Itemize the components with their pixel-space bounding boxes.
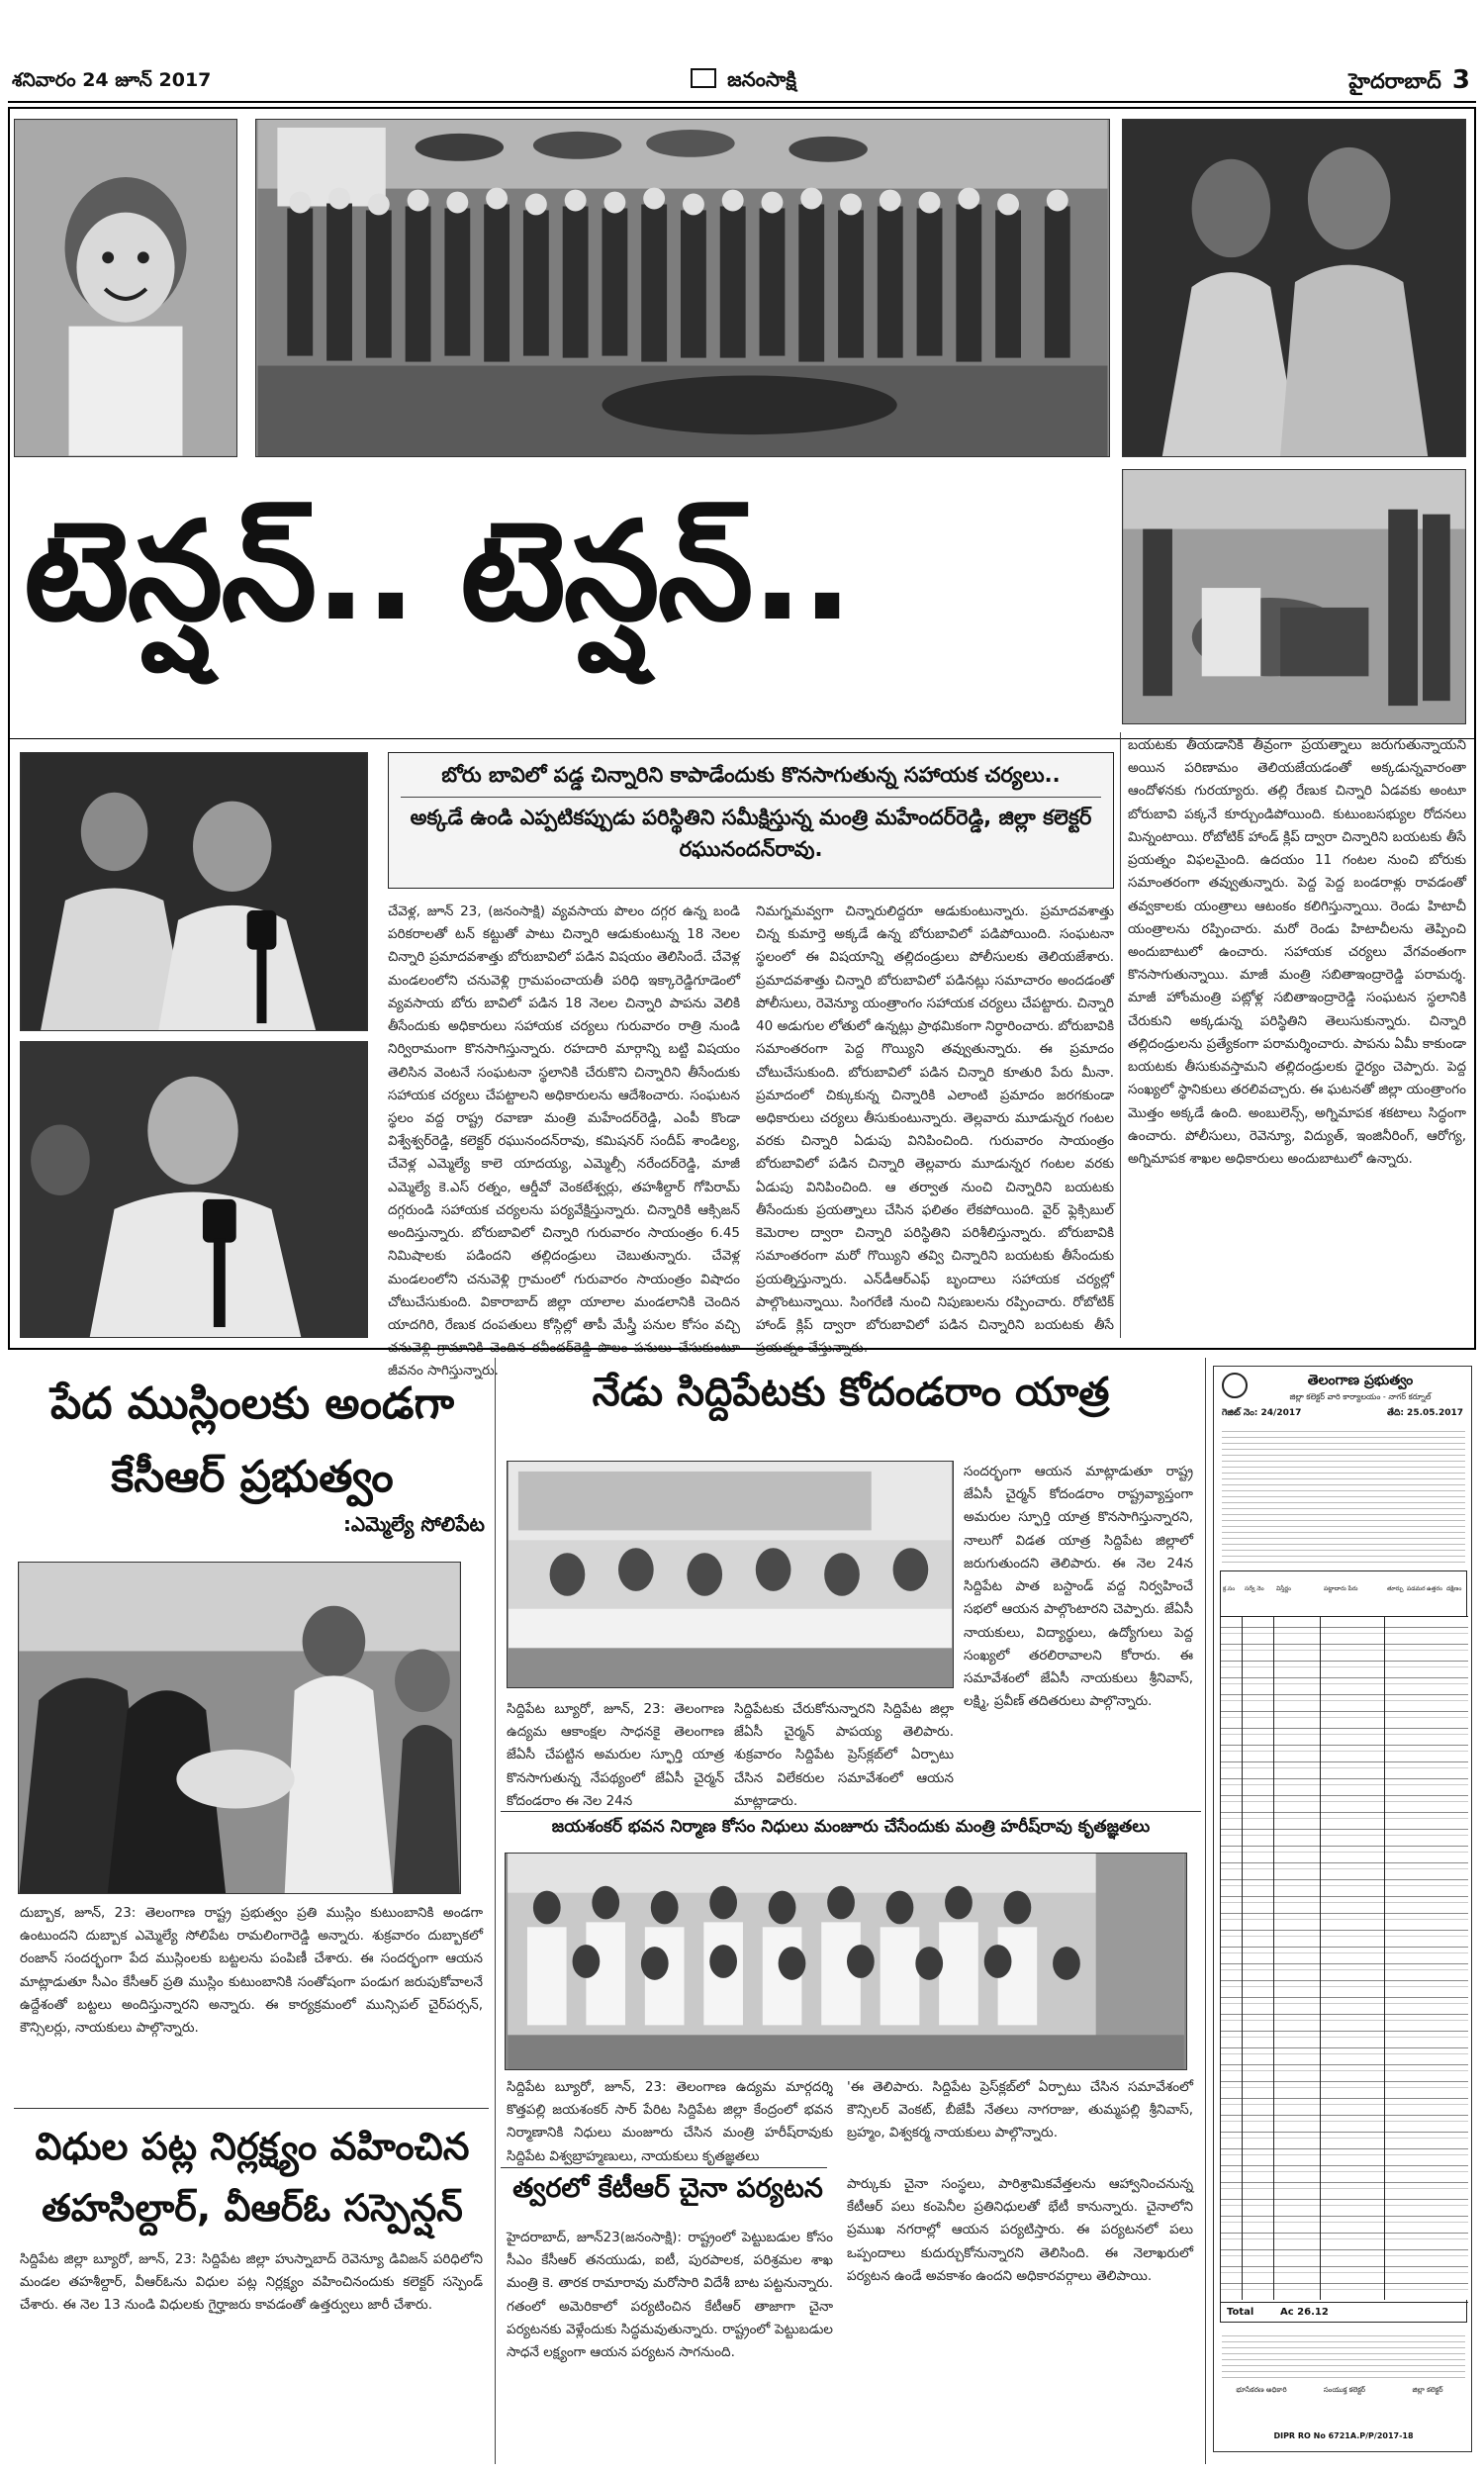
kodandaram-col-3: సందర్భంగా ఆయన మాట్లాడుతూ రాష్ట్ర జేఏసీ చైర్మన్ కోదండరాం రాష్ట్రవ్యాప్తంగా అమరుల స్ఫూర్తి యాత్ర కొనసాగిస్తున్నారని, నాలుగో విడత యాత్ర సిద్దిపేట జిల్లాలో జరుగుతుందని తెలిపారు. ఈ నెల 24న సిద్దిపేట పాత బస్టాండ్ వద్ద నిర్వహించే సభలో ఆయన పాల్గొంటారని చెప్పారు. జేఏసీ నాయకులు, విద్యార్థులు, ఉద్యోగులు పెద్ద సంఖ్యలో తరలిరావాలని కోరారు. ఈ సమావేశంలో జేఏసీ నాయకులు శ్రీనివాస్, లక్ష్మి, ప్రవీణ్ తదితరులు పాల్గొన్నారు. xyxy=(964,1464,1193,1710)
thanks-col-2: 'ఈ తెలిపారు. సిద్దిపేట ప్రెస్‌క్లబ్‌లో ఏర్పాటు చేసిన సమావేశంలో కౌన్సిలర్ వెంకట్, బీజేపీ నేతలు నాగరాజు, తుమ్మపల్లి శ్రీనివాస్, బ్రహ్మం, విశ్వకర్మ నాయకులు పాల్గొన్నారు. xyxy=(847,2079,1193,2141)
ktr-col-2: పార్కుకు చైనా సంస్థలు, పారిశ్రామికవేత్తలను ఆహ్వానించనున్న కేటీఆర్ పలు కంపెనీల ప్రతినిధులతో భేటీ కానున్నారు. చైనాలోని ప్రముఖ నగరాల్లో ఆయన పర్యటిస్తారు. ఈ పర్యటనలో పలు ఒప్పందాలు కుదుర్చుకోనున్నారని తెలిసింది. ఈ నెలాఖరులో పర్యటన ఉండే అవకాశం ఉందని అధికారవర్గాలు తెలిపాయి. xyxy=(847,2176,1193,2284)
lead-col-2: నిమగ్నమవ్వగా చిన్నారులిద్దరూ ఆడుకుంటున్నారు. ప్రమాదవశాత్తు చిన్న కుమార్తె అక్కడే ఉన్న బోరుబావిలో పడిపోయింది. సంఘటనా స్థలంలో ఈ విషయాన్ని తల్లిదండ్రులు పోలీసులకు తెలియజేశారు. ప్రమాదవశాత్తు చిన్నారి బోరుబావిలో పడినట్లు సమాచారం అందడంతో పోలీసులు, రెవెన్యూ యంత్రాంగం సహాయక చర్యలు చేపట్టారు. చిన్నారి 40 అడుగుల లోతులో ఉన్నట్లు ప్రాథమికంగా నిర్ధారించారు. బోరుబావికి సమాంతరంగా పెద్ద గొయ్యిని తవ్వుతున్నారు. ఈ ప్రమాదం చోటుచేసుకుంది. బోరుబావిలో పడిన చిన్నారి కూతురి పేరు మీనా. ప్రమాదంలో చిక్కుకున్న చిన్నారికి ఎలాంటి ప్రమాదం జరగకుండా అధికారులు చర్యలు తీసుకుంటున్నారు. తెల్లవారు మూడున్నర గంటల వరకు చిన్నారి ఏడుపు వినిపించింది. గురువారం సాయంత్రం బోరుబావిలో పడిన చిన్నారి తెల్లవారు మూడున్నర గంటల వరకు ఏడుపు వినిపించింది. ఆ తర్వాత నుంచి చిన్నారిని బయటకు తీసేందుకు ప్రయత్నాలు చేసిన ఫలితం లేకపోయింది. వైర్ ఫ్లెక్సిబుల్ కెమెరాల ద్వారా చిన్నారి పరిస్థితిని పరిశీలిస్తున్నారు. బోరుబావికి సమాంతరంగా మరో గొయ్యిని తవ్వి చిన్నారిని బయటకు తీసేందుకు ప్రయత్నిస్తున్నారు. ఎన్‌డీఆర్‌ఎఫ్ బృందాలు సహాయక చర్యల్లో పాల్గొంటున్నాయి. సింగరేణి నుంచి నిపుణులను రప్పించారు. రోబోటిక్ హాండ్ క్లిప్ ద్వారా బోరుబావిలో పడిన చిన్నారిని బయటకు తీసే ప్రయత్నం చేస్తున్నారు. xyxy=(756,904,1114,1357)
thanks-photo xyxy=(505,1853,1187,2070)
govt-signer-3: జిల్లా కలెక్టర్ xyxy=(1412,2386,1443,2394)
newspaper-icon xyxy=(691,68,716,88)
thanks-col-1: సిద్దిపేట బ్యూరో, జూన్, 23: తెలంగాణ ఉద్యమ మార్గదర్శి కొత్తపల్లి జయశంకర్ సార్ పేరిట సిద్దిపేట జిల్లా కేంద్రంలో భవన నిర్మాణానికి నిధులు మంజూరు చేసిన మంత్రి హరీష్‌రావుకు సిద్దిపేట విశ్వబ్రాహ్మణులు, నాయకులు కృతజ్ఞతలు xyxy=(507,2079,833,2164)
thanks-art xyxy=(506,1854,1186,2069)
col-header-west: పడమర xyxy=(1407,1585,1426,1592)
col-header-north: ఉత్తరం xyxy=(1427,1585,1443,1592)
lead-deck-1: బోరు బావిలో పడ్డ చిన్నారిని కాపాడేందుకు కొనసాగుతున్న సహాయక చర్యలు.. xyxy=(441,763,1061,787)
city: హైదరాబాద్ xyxy=(1348,69,1441,93)
lead-deck-2: అక్కడే ఉండి ఎప్పటికప్పుడు పరిస్థితిని సమీక్షిస్తున్న మంత్రి మహేందర్‌రెడ్డి, జిల్లా కలెక్టర్ రఘునందన్‌రావు. xyxy=(410,805,1092,862)
ktr-col-1: హైదరాబాద్, జూన్23(జనంసాక్షి): రాష్ట్రంలో పెట్టుబడుల కోసం సీఎం కేసీఆర్ తనయుడు, ఐటీ, పురపాలక, పరిశ్రమల శాఖ మంత్రి కె. తారక రామారావు మరోసారి విదేశీ బాట పట్టనున్నారు. గతంలో అమెరికాలో పర్యటించిన కేటీఆర్ తాజాగా చైనా పర్యటనకు వెళ్లేందుకు సిద్ధమవుతున్నారు. రాష్ట్రంలో పెట్టుబడుల సాధనే లక్ష్యంగా ఆయన పర్యటన సాగనుంది. xyxy=(507,2230,833,2361)
muslims-byline: :ఎమ్మెల్యే సోలిపేట xyxy=(342,1512,485,1536)
negligence-rule xyxy=(14,2108,489,2109)
kodandaram-art xyxy=(508,1462,953,1687)
govt-notice-footnote xyxy=(1222,2331,1465,2380)
kodandaram-col-1: సిద్దిపేట బ్యూరో, జూన్, 23: తెలంగాణ ఉద్యమ ఆకాంక్షల సాధనకై తెలంగాణ జేఏసీ చేపట్టిన అమరుల స్ఫూర్తి యాత్ర కొనసాగుతున్న నేపథ్యంలో జేఏసీ చైర్మన్ కోదండరాం ఈ నెల 24న xyxy=(507,1701,724,1809)
city-and-page xyxy=(1348,65,1470,99)
kodandaram-headline: నేడు సిద్దిపేటకు కోదండరాం యాత్ర xyxy=(592,1370,1110,1415)
col-header-survey: సర్వే నెం xyxy=(1245,1585,1264,1592)
kodandaram-photo xyxy=(507,1461,954,1688)
govt-notice-preamble xyxy=(1222,1426,1465,1565)
lead-col-1: చేవెళ్ల, జూన్ 23, (జనంసాక్షి) వ్యవసాయ పొలం దగ్గర ఉన్న బండి పరికరాలతో టన్ కట్టుతో పాటు చిన్నారి ఆడుకుంటున్న 18 నెలల చిన్నారి ప్రమాదవశాత్తు బోరుబావిలో పడిన విషయం తెలిసిందే. చేవెళ్ల మండలంలోని చనువెళ్లి గ్రామపంచాయతీ పరిధి ఇక్కారెడ్డిగూడెంలో వ్యవసాయ బోరు బావిలో పడిన 18 నెలల చిన్నారి పాపను వెలికి తీసేందుకు అధికారులు సహాయక చర్యలు గురువారం రాత్రి నుండి నిర్విరామంగా కొనసాగిస్తున్నారు. రహదారి మార్గాన్ని బట్టి విషయం తెలిసిన వెంటనే సంఘటనా స్థలానికి చేరుకొని చిన్నారిని తీసేందుకు సహాయక చర్యలు చేపట్టాలని అధికారులను ఆదేశించారు. సంఘటన స్థలం వద్ద రాష్ట్ర రవాణా మంత్రి మహేందర్‌రెడ్డి, ఎంపీ కొండా విశ్వేశ్వర్‌రెడ్డి, కలెక్టర్ రఘునందన్‌రావు, కమిషనర్ సందీప్ శాండిల్య, చేవెళ్ల ఎమ్మెల్యే కాలె యాదయ్య, ఎమ్మెల్సీ నరేందర్‌రెడ్డి, మాజీ ఎమ్మెల్యే కె.ఎస్ రత్నం, ఆర్డీవో వెంకటేశ్వర్లు, తహశీల్దార్ గోపిరామ్ దగ్గరుండి సహాయక చర్యలను పర్యవేక్షిస్తున్నారు. చిన్నారికి ఆక్సిజన్ అందిస్తున్నారు. బోరుబావిలో చిన్నారి గురువారం సాయంత్రం 6.45 నిమిషాలకు పడిందని తల్లిదండ్రులు చెబుతున్నారు. చేవెళ్ల మండలంలోని చనువెళ్లి గ్రామంలో గురువారం సాయంత్రం విషాదం చోటుచేసుకుంది. వికారాబాద్ జిల్లా యాలాల మండలానికి చెందిన యాదగిరి, రేణుక దంపతులు కోస్గిల్లో తాపీ మేస్త్రీ పనుల కోసం వచ్చి చనువెళ్లి గ్రామానికి చెందిన రవీందర్‌రెడ్డి పొలం పనులు చేసుకుంటూ జీవనం సాగిస్తున్నారు. xyxy=(388,904,740,1380)
lead-col-3: బయటకు తీయడానికి తీవ్రంగా ప్రయత్నాలు జరుగుతున్నాయని అయిన పరిణామం తెలియజేయడంతో అక్కడున్నవారంతా ఆందోళనకు గురయ్యారు. తల్లి రేణుక చిన్నారి ఏడవకు అంటూ బోరుబావి పక్కనే కూర్చుండిపోయింది. కుటుంబసభ్యుల రోదనలు మిన్నంటాయి. రోబోటిక్ హాండ్ క్లిప్ ద్వారా చిన్నారిని బయటకు తీసే ప్రయత్నం విఫలమైంది. ఉదయం 11 గంటల నుంచి బోరుకు సమాంతరంగా తవ్వుతున్నారు. పెద్ద పెద్ద బండరాళ్లు రావడంతో తవ్వకాలకు యంత్రాలు ఆటంకం కలిగిస్తున్నాయి. రెండు హిటాచీ యంత్రాలను రప్పించారు. మరో రెండు హిటాచీలను తెప్పించి అందుబాటులో ఉంచారు. సహాయక చర్యలు వేగవంతంగా కొనసాగుతున్నాయి. మాజీ మంత్రి సబితాఇంద్రారెడ్డి పరామర్శ. మాజీ హోంమంత్రి పట్లోళ్ల సబితాఇంద్రారెడ్డి సంఘటన స్థలానికి చేరుకుని అక్కడున్న పరిస్థితిని తెలుసుకున్నారు. చిన్నారి తల్లిదండ్రులను ప్రత్యేకంగా పరామర్శించారు. పాపను ఏమీ కాకుండా బయటకు తీసుకువస్తామని తల్లిదండ్రులకు ధైర్యం చెప్పారు. పెద్ద సంఖ్యలో స్థానికులు తరలివచ్చారు. ఈ ఘటనతో జిల్లా యంత్రాంగం మొత్తం అక్కడే ఉంది. అంబులెన్స్, అగ్నిమాపక శకటాలు సిద్ధంగా ఉంచారు. పోలీసులు, రెవెన్యూ, విద్యుత్, ఇంజినీరింగ్, ఆరోగ్య, అగ్నిమాపక శాఖల అధికారులు అందుబాటులో ఉన్నారు. xyxy=(1128,737,1466,1167)
col-header-extent: విస్తీర్ణం xyxy=(1276,1585,1292,1592)
paper-name: జనంసాక్షి xyxy=(727,67,796,91)
govt-signer-2: సంయుక్త కలెక్టర్ xyxy=(1323,2386,1366,2394)
muslims-headline: పేద ముస్లింలకు అండగా కేసీఆర్ ప్రభుత్వం xyxy=(50,1379,454,1502)
lower-divider-2 xyxy=(1205,1358,1206,2464)
muslims-art xyxy=(19,1563,460,1893)
govt-signer-1: భూసేకరణ అధికారి xyxy=(1236,2386,1287,2394)
govt-notice-no: గెజిట్ నెం: 24/2017 xyxy=(1222,1408,1302,1418)
govt-notice-date: తేది: 25.05.2017 xyxy=(1386,1408,1463,1418)
muslims-photo xyxy=(18,1562,461,1894)
negligence-headline: విధుల పట్ల నిర్లక్ష్యం వహించిన తహసిల్దార్, వీఆర్ఓ సస్పెన్షన్ xyxy=(35,2125,470,2230)
govt-footer: DIPR RO No 6721A.P/P/2017-18 xyxy=(1273,2431,1414,2440)
issue-date: శనివారం 24 జూన్ 2017 xyxy=(12,69,212,91)
govt-table-header xyxy=(1221,1571,1468,1617)
thanks-rule xyxy=(501,1811,1201,1812)
govt-state: తెలంగాణ ప్రభుత్వం xyxy=(1307,1373,1414,1388)
lead-headline: టెన్షన్.. టెన్షన్.. xyxy=(24,492,852,651)
thanks-headline: జయశంకర్ భవన నిర్మాణ కోసం నిధులు మంజూరు చేసేందుకు మంత్రి హరీష్‌రావు కృతజ్ఞతలు xyxy=(551,1817,1151,1837)
lower-divider-1 xyxy=(495,1358,496,2464)
ktr-rule xyxy=(501,2167,827,2168)
total-label: Total xyxy=(1227,2307,1254,2318)
muslims-body: దుబ్బాక, జూన్, 23: తెలంగాణ రాష్ట్ర ప్రభుత్వం ప్రతి ముస్లిం కుటుంబానికి అండగా ఉంటుందని దుబ్బాక ఎమ్మెల్యే సోలిపేట రామలింగారెడ్డి అన్నారు. శుక్రవారం దుబ్బాకలో రంజాన్ సందర్భంగా పేద ముస్లింలకు బట్టలను పంపిణీ చేశారు. ఈ సందర్భంగా ఆయన మాట్లాడుతూ సీఎం కేసీఆర్ ప్రతి ముస్లిం కుటుంబానికి సంతోషంగా పండుగ జరుపుకోవాలనే ఉద్దేశంతో బట్టలు అందిస్తున్నారని అన్నారు. ఈ కార్యక్రమంలో మున్సిపల్ చైర్‌పర్సన్, కౌన్సిలర్లు, నాయకులు పాల్గొన్నారు. xyxy=(20,1905,483,2037)
govt-office: జిల్లా కలెక్టర్ వారి కార్యాలయం - నాగర్ కర్నూల్ xyxy=(1289,1392,1432,1401)
govt-emblem-icon xyxy=(1222,1373,1248,1398)
govt-notice xyxy=(1213,1366,1472,2452)
kodandaram-col-2: సిద్దిపేటకు చేరుకోనున్నారని సిద్దిపేట జిల్లా జేఏసీ చైర్మన్ పాపయ్య తెలిపారు. శుక్రవారం సిద్దిపేట ప్రెస్‌క్లబ్‌లో ఏర్పాటు చేసిన విలేకరుల సమావేశంలో ఆయన మాట్లాడారు. xyxy=(734,1701,954,1809)
govt-table-rows xyxy=(1221,1617,1468,2300)
col-header-south: దక్షిణం xyxy=(1446,1585,1462,1592)
paper-logo xyxy=(691,67,839,95)
col-header-east: తూర్పు xyxy=(1387,1585,1404,1592)
masthead xyxy=(8,65,1476,99)
col-header-sno: క్ర.సం xyxy=(1223,1585,1236,1592)
negligence-body: సిద్దిపేట జిల్లా బ్యూరో, జూన్, 23: సిద్దిపేట జిల్లా హుస్నాబాద్ రెవెన్యూ డివిజన్ పరిధిలోని మండల తహశీల్దార్, వీఆర్ఓను విధుల పట్ల నిర్లక్ష్యం వహించినందుకు కలెక్టర్ సస్పెండ్ చేశారు. ఈ నెల 13 నుండి విధులకు గైర్హాజరు కావడంతో ఉత్తర్వులు జారీ చేశారు. xyxy=(20,2251,483,2314)
col-header-owner: పట్టాదారు పేరు xyxy=(1324,1585,1358,1592)
lead-frame xyxy=(8,107,1476,1380)
govt-table xyxy=(1220,1570,1467,2323)
masthead-rule xyxy=(8,101,1476,103)
govt-table-total xyxy=(1221,2302,1468,2324)
total-value: Ac 26.12 xyxy=(1280,2307,1329,2318)
ktr-headline: త్వరలో కేటీఆర్ చైనా పర్యటన xyxy=(512,2173,823,2204)
page-number: 3 xyxy=(1451,65,1470,95)
